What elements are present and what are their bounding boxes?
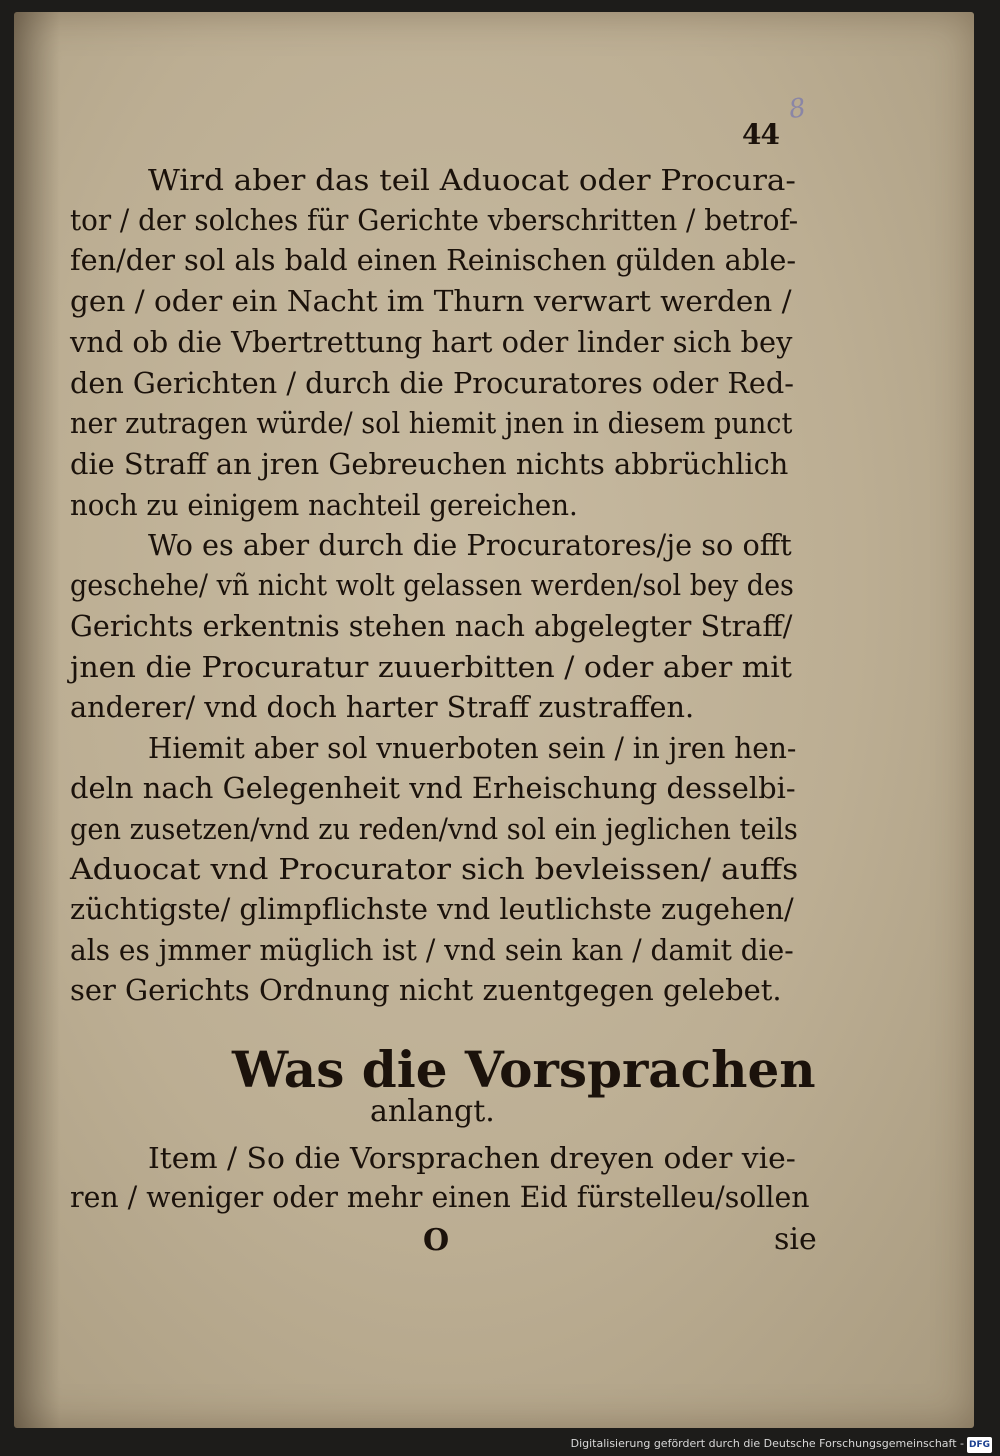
binding-shadow: [14, 12, 60, 1428]
text-line: als es jmmer müglich ist / vnd sein kan / damit die-: [70, 933, 794, 967]
text-line: gen zusetzen/vnd zu reden/vnd sol ein jeglichen teils: [70, 812, 798, 846]
dfg-credit-footer: [571, 1436, 992, 1452]
text-line: die Straff an jren Gebreuchen nichts abbrüchlich: [70, 447, 789, 481]
text-line: tor / der solches für Gerichte vberschritten / betrof-: [70, 203, 799, 237]
catchword: sie: [774, 1222, 817, 1257]
text-line: deln nach Gelegenheit vnd Erheischung desselbi-: [70, 771, 796, 805]
page-number: 44: [742, 118, 779, 151]
section-heading: Was die Vorsprachen: [232, 1040, 816, 1099]
text-line: anderer/ vnd doch harter Straff zustraffen.: [70, 690, 695, 724]
text-line: geschehe/ vñ nicht wolt gelassen werden/sol bey des: [70, 568, 794, 602]
text-line: noch zu einigem nachteil gereichen.: [70, 488, 578, 522]
text-line: Aduocat vnd Procurator sich bevleissen/ auffs: [70, 852, 799, 886]
text-line: gen / oder ein Nacht im Thurn verwart werden /: [70, 284, 792, 318]
text-line: Hiemit aber sol vnuerboten sein / in jren hen-: [148, 731, 797, 765]
footer-text: Digitalisierung gefördert durch die Deutsche Forschungsgemeinschaft -: [570, 1437, 964, 1450]
signature-mark: O: [423, 1223, 450, 1258]
text-line: ser Gerichts Ordnung nicht zuentgegen gelebet.: [70, 973, 782, 1007]
pencil-annotation: 8: [786, 92, 808, 126]
text-line: ner zutragen würde/ sol hiemit jnen in diesem punct: [70, 406, 793, 440]
text-line: Wo es aber durch die Procuratores/je so offt: [148, 528, 792, 562]
text-line: Item / So die Vorsprachen dreyen oder vie-: [148, 1141, 796, 1175]
dfg-logo: DFG: [967, 1437, 992, 1453]
text-line: ren / weniger oder mehr einen Eid fürstelleu/sollen: [70, 1180, 810, 1214]
text-line: jnen die Procuratur zuuerbitten / oder aber mit: [70, 650, 792, 684]
text-line: Gerichts erkentnis stehen nach abgelegter Straff/: [70, 609, 793, 643]
text-line: Wird aber das teil Aduocat oder Procura-: [148, 163, 796, 197]
text-line: züchtigste/ glimpflichste vnd leutlichste zugehen/: [70, 892, 794, 926]
text-line: fen/der sol als bald einen Reinischen gülden able-: [70, 243, 797, 277]
text-line: den Gerichten / durch die Procuratores oder Red-: [70, 366, 794, 400]
text-line: vnd ob die Vbertrettung hart oder linder sich bey: [70, 325, 793, 359]
section-subheading: anlangt.: [370, 1094, 495, 1129]
